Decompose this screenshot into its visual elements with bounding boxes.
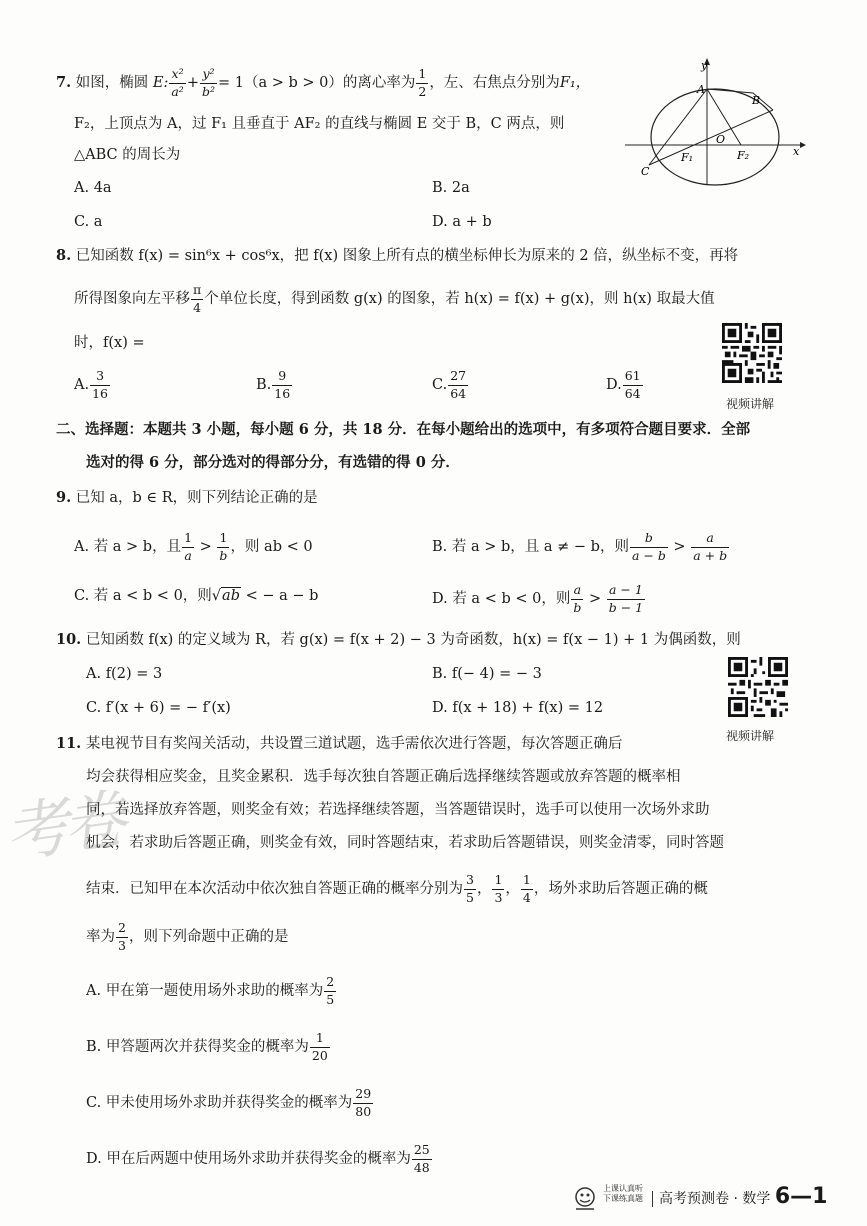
q8-frac-pi4: $\frac{\pi}{4}$ [193, 282, 202, 315]
q7-line1: 7. 如图，椭圆 E: $\frac{\text{x²}}{\text{a²}}$ + $\frac{\text{y²}}{\text{b²}}$ = 1（a > b > 0）的离心率为 $\frac{1}{2}$ ，左、右焦点分别为F₁， [56, 66, 591, 99]
video-caption-q8[interactable]: 视频讲解 [726, 397, 775, 411]
q9-option-d: D. 若 a < b < 0，则 $\frac{a}{b}$ > $\frac{a - 1}{b - 1}$ [432, 582, 644, 615]
qr-code-q8[interactable] [722, 323, 782, 383]
q8-option-c: C. $\frac{27}{64}$ [432, 368, 467, 401]
q10-option-d: D. f(x + 18) + f(x) = 12 [432, 700, 604, 716]
q11-line1: 11. 某电视节目有奖闯关活动，共设置三道试题，选手需依次进行答题，每次答题正确后 [56, 735, 623, 752]
q11-line5: 结束．已知甲在本次活动中依次独自答题正确的概率分别为 $\frac{3}{5}$ ， $\frac{1}{3}$ ， $\frac{1}{4}$ ，场外求助后答题正确的概 [86, 872, 708, 905]
q11-option-d: D. 甲在后两题中使用场外求助并获得奖金的概率为 $\frac{25}{48}$ [86, 1142, 430, 1175]
footer-title: 高考预测卷 · 数学 [652, 1191, 770, 1207]
fig-label-b: B [752, 94, 761, 107]
q7-frac-x2a2: $\frac{\text{x²}}{\text{a²}}$ [171, 66, 184, 99]
footer [652, 1184, 827, 1209]
q8-option-d: D. $\frac{61}{64}$ [606, 368, 641, 401]
section2-line1: 二、选择题：本题共 3 小题，每小题 6 分，共 18 分．在每小题给出的选项中，有多项符合题目要求．全部 [56, 421, 751, 438]
q8-line2: 所得图象向左平移 $\frac{\pi}{4}$ 个单位长度，得到函数 g(x) 的图象，若 h(x) = f(x) + g(x)，则 h(x) 取最大值 [74, 282, 715, 315]
q7-option-d: D. a + b [432, 214, 492, 230]
section2-line2: 选对的得 6 分，部分选对的得部分分，有选错的得 0 分． [86, 454, 460, 471]
q11-option-b: B. 甲答题两次并获得奖金的概率为 $\frac{1}{20}$ [86, 1030, 328, 1063]
q9-option-b: B. 若 a > b，且 a ≠ − b，则 $\frac{b}{a - b}$ > $\frac{a}{a + b}$ [432, 530, 728, 563]
ellipse-figure [625, 55, 810, 190]
q8-line1: 8. 已知函数 f(x) = sin⁶x + cos⁶x，把 f(x) 图象上所有点的横坐标伸长为原来的 2 倍，纵坐标不变，再将 [56, 247, 739, 264]
qr-code-icon [728, 657, 788, 717]
q7-number: 7. [56, 74, 72, 91]
q7-option-b: B. 2a [432, 180, 470, 196]
q10-stem: 10. 已知函数 f(x) 的定义域为 R，若 g(x) = f(x + 2) − 3 为奇函数，h(x) = f(x − 1) + 1 为偶函数，则 [56, 631, 741, 648]
video-caption-q10[interactable]: 视频讲解 [726, 729, 775, 743]
fig-label-y: y [701, 59, 708, 72]
q9-option-a: A. 若 a > b，且 $\frac{1}{a}$ > $\frac{1}{b}$ ，则 ab < 0 [74, 530, 313, 563]
q7-option-c: C. a [74, 214, 103, 230]
q8-option-a: A. $\frac{3}{16}$ [74, 368, 108, 401]
q8-number: 8. [56, 247, 72, 264]
q7-option-a: A. 4a [74, 180, 112, 196]
q11-line4: 机会，若求助后答题正确，则奖金有效，同时答题结束，若求助后答题错误，则奖金清零，同时答题 [86, 835, 724, 851]
q9-option-c: C. 若 a < b < 0，则√ab < − a − b [74, 588, 319, 604]
publisher-logo-icon [570, 1183, 600, 1213]
q7-line3: △ABC 的周长为 [74, 147, 181, 163]
q10-option-b: B. f(− 4) = − 3 [432, 666, 542, 682]
q7-line2: F₂，上顶点为 A，过 F₁ 且垂直于 AF₂ 的直线与椭圆 E 交于 B，C 两点，则 [74, 116, 565, 132]
fig-label-c: C [641, 165, 650, 178]
fig-label-o: O [716, 133, 726, 146]
fig-label-f2: F₂ [737, 149, 750, 162]
fig-label-f1: F₁ [681, 151, 694, 164]
q11-line2: 均会获得相应奖金，且奖金累积．选手每次独自答题正确后选择继续答题或放弃答题的概率相 [86, 769, 681, 785]
q11-option-a: A. 甲在第一题使用场外求助的概率为 $\frac{2}{5}$ [86, 974, 335, 1007]
page-number: 6—1 [774, 1184, 828, 1209]
q10-option-a: A. f(2) = 3 [86, 666, 163, 682]
q7-frac-y2b2: $\frac{\text{y²}}{\text{b²}}$ [201, 66, 215, 99]
q8-option-b: B. $\frac{9}{16}$ [256, 368, 291, 401]
qr-code-icon [722, 323, 782, 383]
q11-line6: 率为 $\frac{2}{3}$ ，则下列命题中正确的是 [86, 920, 289, 953]
fig-label-a: A [697, 83, 705, 96]
fig-label-x: x [793, 145, 800, 158]
q9-stem: 9. 已知 a，b ∈ R，则下列结论正确的是 [56, 489, 318, 506]
q10-option-c: C. f′(x + 6) = − f′(x) [86, 700, 231, 716]
q11-line3: 同，若选择放弃答题，则奖金有效；若选择继续答题，当答题错误时，选手可以使用一次场外求助 [86, 802, 710, 818]
watermark: 考卷 [0, 783, 126, 873]
q11-option-c: C. 甲未使用场外求助并获得奖金的概率为 $\frac{29}{80}$ [86, 1086, 372, 1119]
q8-line3: 时，f(x) = [74, 335, 145, 351]
q7-frac-half: $\frac{1}{2}$ [418, 66, 427, 99]
qr-code-q10[interactable] [728, 657, 788, 717]
footer-slogan: 上课认真听 下课练真题 [603, 1184, 643, 1203]
